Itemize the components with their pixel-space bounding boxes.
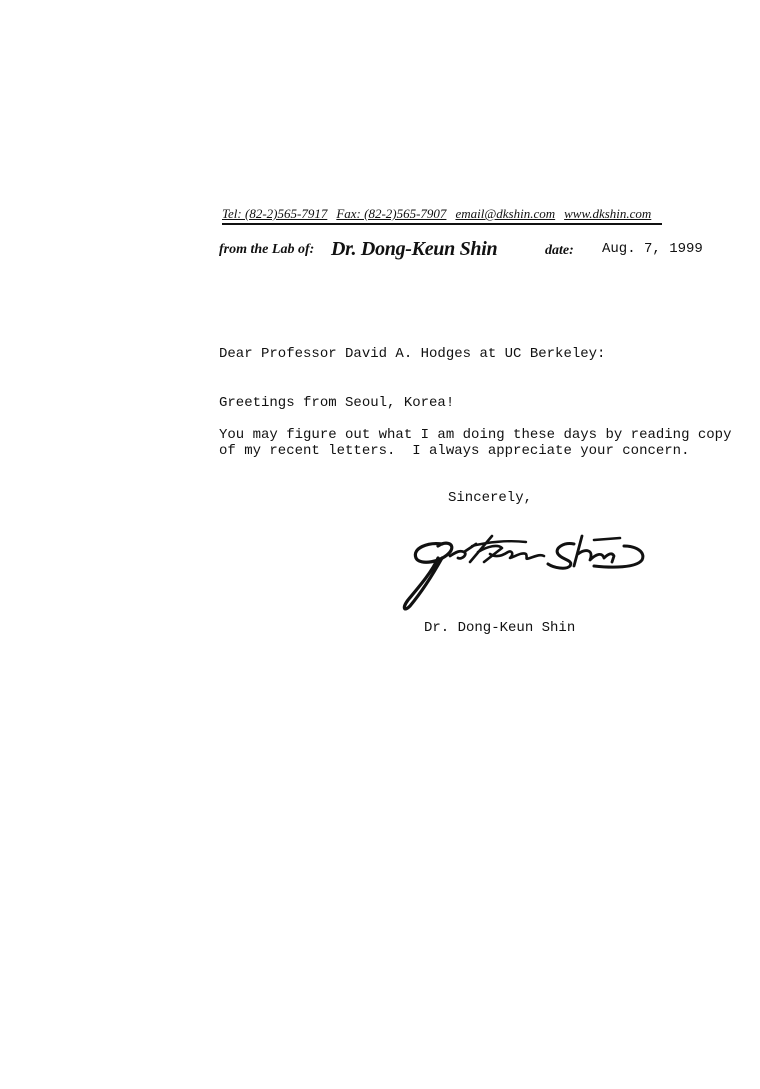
letterhead-tel: Tel: (82-2)565-7917 bbox=[222, 206, 328, 221]
body-line-1: You may figure out what I am doing these days by reading copy bbox=[219, 427, 732, 443]
body-line-2: of my recent letters. I always appreciate your concern. bbox=[219, 443, 690, 459]
letterhead-web: www.dkshin.com bbox=[564, 206, 652, 221]
date-value: Aug. 7, 1999 bbox=[602, 241, 703, 257]
from-name: Dr. Dong-Keun Shin bbox=[331, 238, 498, 260]
closing: Sincerely, bbox=[448, 490, 533, 506]
letterhead-email: email@dkshin.com bbox=[455, 206, 556, 221]
handwritten-signature bbox=[398, 522, 668, 617]
from-label: from the Lab of: bbox=[219, 242, 315, 257]
date-label: date: bbox=[545, 243, 574, 258]
letterhead-fax: Fax: (82-2)565-7907 bbox=[336, 206, 447, 221]
salutation: Dear Professor David A. Hodges at UC Berkeley: bbox=[219, 346, 606, 362]
letterhead-contact-line bbox=[222, 206, 662, 225]
greeting: Greetings from Seoul, Korea! bbox=[219, 395, 455, 411]
signer-name: Dr. Dong-Keun Shin bbox=[424, 620, 576, 636]
